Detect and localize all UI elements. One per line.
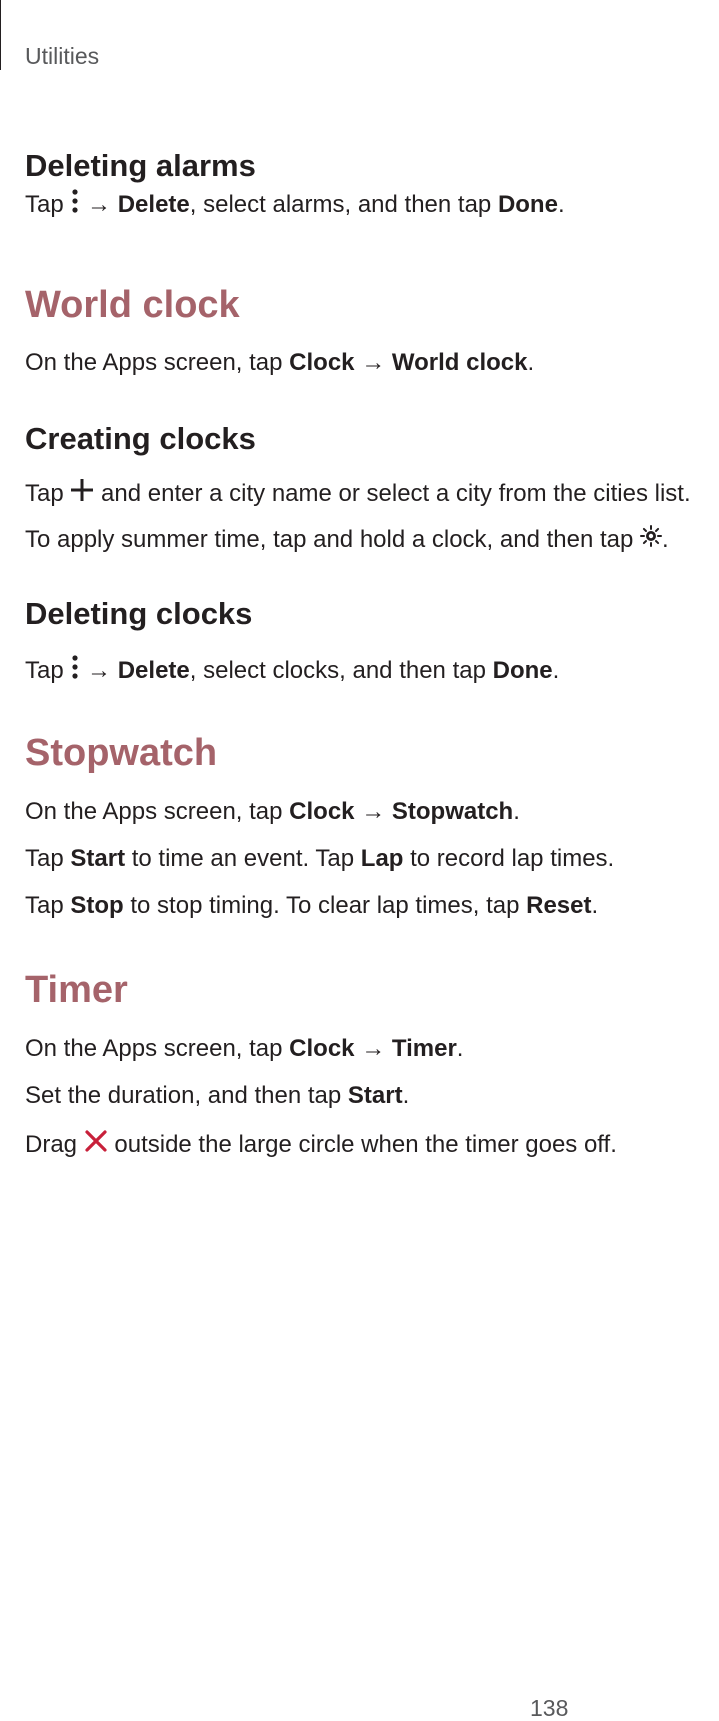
summer-time-icon — [640, 525, 662, 552]
add-icon — [70, 478, 94, 507]
deleting-alarms-heading: Deleting alarms — [25, 148, 256, 183]
lap-term: Lap — [360, 845, 404, 872]
timer-heading: Timer — [25, 969, 128, 1011]
world-clock-term: World clock — [391, 349, 528, 376]
start-term: Start — [70, 845, 126, 872]
clock-term: Clock — [289, 349, 355, 376]
instruction-middle: , select alarms, and then tap — [189, 190, 492, 218]
timer-line2 — [25, 1084, 713, 1108]
creating-clocks-line2 — [25, 527, 713, 554]
stopwatch-term: Stopwatch — [391, 798, 514, 825]
period: . — [527, 349, 535, 376]
creating-clocks-heading: Creating clocks — [25, 421, 256, 456]
dismiss-x-icon — [84, 1129, 108, 1158]
timer-line1 — [25, 1037, 713, 1061]
arrow: → — [87, 656, 112, 684]
done-term: Done — [497, 190, 558, 218]
period: . — [591, 892, 599, 919]
period: . — [662, 525, 669, 553]
stopwatch-line1 — [25, 800, 713, 824]
reset-term: Reset — [526, 892, 592, 919]
instruction-rest: outside the large circle when the timer goes off. — [114, 1130, 617, 1158]
instruction-middle: to time an event. Tap — [131, 845, 355, 872]
more-options-icon — [70, 654, 80, 685]
instruction-end: to record lap times. — [410, 845, 615, 872]
section-label: Utilities — [25, 43, 100, 69]
delete-term: Delete — [117, 190, 190, 218]
header-rule — [0, 0, 1, 70]
summer-time-instruction: To apply summer time, tap and hold a clock, and then tap — [25, 525, 634, 553]
deleting-alarms-text — [25, 190, 713, 221]
tap-word: Tap — [25, 845, 64, 872]
arrow: → — [361, 798, 386, 825]
arrow: → — [87, 190, 112, 218]
stopwatch-heading: Stopwatch — [25, 732, 218, 774]
timer-line3 — [25, 1131, 713, 1160]
intro-text: On the Apps screen, tap — [25, 798, 283, 825]
stopwatch-line2 — [25, 847, 713, 871]
period: . — [456, 1035, 464, 1062]
world-clock-text — [25, 351, 713, 375]
tap-word: Tap — [25, 892, 64, 919]
period: . — [557, 190, 565, 218]
timer-term: Timer — [391, 1035, 457, 1062]
done-term: Done — [492, 656, 553, 684]
more-options-icon — [70, 188, 80, 219]
start-term: Start — [347, 1082, 403, 1109]
period: . — [402, 1082, 410, 1109]
drag-word: Drag — [25, 1130, 78, 1158]
intro-text: On the Apps screen, tap — [25, 349, 283, 376]
delete-term: Delete — [117, 656, 190, 684]
arrow: → — [361, 349, 386, 376]
deleting-clocks-heading: Deleting clocks — [25, 596, 253, 631]
tap-word: Tap — [25, 190, 64, 218]
period: . — [552, 656, 560, 684]
deleting-clocks-text — [25, 656, 713, 687]
tap-word: Tap — [25, 479, 64, 507]
world-clock-heading: World clock — [25, 284, 240, 326]
intro-text: On the Apps screen, tap — [25, 1035, 283, 1062]
clock-term: Clock — [289, 1035, 355, 1062]
instruction-middle: to stop timing. To clear lap times, tap — [130, 892, 520, 919]
period: . — [513, 798, 520, 825]
instruction-rest: and enter a city name or select a city from the cities list. — [101, 479, 691, 507]
instruction-text: Set the duration, and then tap — [25, 1082, 342, 1109]
clock-term: Clock — [289, 798, 355, 825]
tap-word: Tap — [25, 656, 64, 684]
creating-clocks-line1 — [25, 480, 713, 509]
stopwatch-line3 — [25, 894, 713, 918]
stop-term: Stop — [70, 892, 124, 919]
arrow: → — [361, 1035, 386, 1062]
page-number: 138 — [530, 1695, 569, 1721]
instruction-middle: , select clocks, and then tap — [189, 656, 486, 684]
